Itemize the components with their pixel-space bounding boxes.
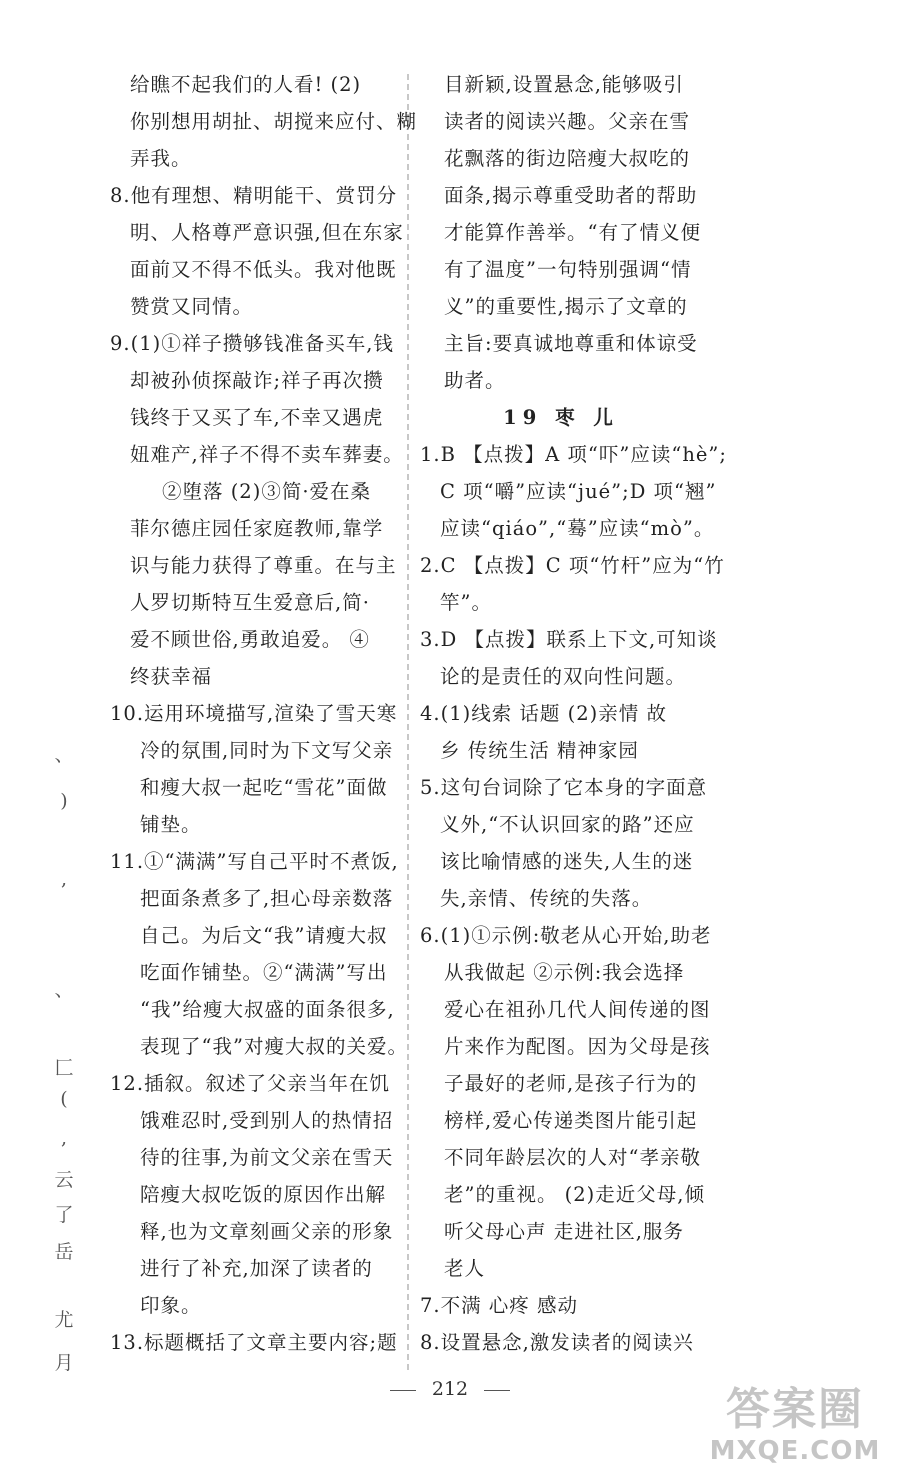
right-column-line: 4.(1)线索 话题 (2)亲情 故 [420, 702, 667, 725]
left-column-line: 给瞧不起我们的人看! (2) [130, 73, 362, 96]
right-column-line: 有了温度”一句特别强调“情 [444, 258, 692, 281]
footer-dash-left [390, 1390, 416, 1391]
right-column-line: 目新颖,设置悬念,能够吸引 [444, 73, 684, 96]
right-column-line: 应读“qiáo”,“蓦”应读“mò”。 [440, 517, 715, 540]
right-column-line: 论的是责任的双向性问题。 [440, 665, 687, 688]
margin-bleed-char: 云 [54, 1169, 74, 1191]
right-column-line: 听父母心声 走进社区,服务 [444, 1220, 684, 1243]
right-column-line: 6.(1)①示例:敬老从心开始,助老 [420, 924, 712, 947]
left-column-line: 和瘦大叔一起吃“雪花”面做 [140, 776, 388, 799]
margin-bleed-char: 月 [54, 1352, 74, 1374]
left-column-line: 进行了补充,加深了读者的 [140, 1257, 373, 1280]
right-column-line: 3.D 【点拨】联系上下文,可知谈 [420, 628, 718, 651]
right-column-line: 才能算作善举。“有了情义便 [444, 221, 701, 244]
right-column-line: 该比喻情感的迷失,人生的迷 [440, 850, 694, 873]
margin-bleed-char: 尤 [54, 1309, 74, 1331]
left-column-line: 待的往事,为前文父亲在雪天 [140, 1146, 394, 1169]
left-column-line: 释,也为文章刻画父亲的形象 [140, 1220, 394, 1243]
right-column-line: 助者。 [444, 369, 506, 392]
right-column-line: 2.C 【点拨】C 项“竹杆”应为“竹 [420, 554, 725, 577]
watermark-logo: 答案圈 [726, 1384, 864, 1435]
left-column-line: 你别想用胡扯、胡搅来应付、糊 [130, 110, 418, 133]
margin-bleed-char: 匚 [54, 1057, 74, 1079]
left-column-line: 把面条煮多了,担心母亲数落 [140, 887, 394, 910]
right-column-line: 主旨:要真诚地尊重和体谅受 [444, 332, 698, 355]
right-column-line: 5.这句台词除了它本身的字面意 [420, 776, 708, 799]
left-column-line: 爱不顾世俗,勇敢追爱。 ④ [130, 628, 370, 651]
footer-dash-right [484, 1390, 510, 1391]
left-column-line: 12.插叙。叙述了父亲当年在饥 [110, 1072, 391, 1095]
right-column-line: 义”的重要性,揭示了文章的 [444, 295, 688, 318]
left-column-line: 终获幸福 [130, 665, 213, 688]
left-column-line: 11.①“满满”写自己平时不煮饭, [110, 850, 399, 873]
margin-bleed-char: 岳 [54, 1241, 74, 1263]
left-column-line: “我”给瘦大叔盛的面条很多, [140, 998, 395, 1021]
right-column-line: 老”的重视。 (2)走近父母,倾 [444, 1183, 705, 1206]
right-column-line: 从我做起 ②示例:我会选择 [444, 961, 685, 984]
left-column-line: 钱终于又买了车,不幸又遇虎 [130, 406, 384, 429]
margin-bleed-char: ( [60, 1088, 68, 1110]
right-column-line: 花飘落的街边陪瘦大叔吃的 [444, 147, 691, 170]
left-column-line: 人罗切斯特互生爱意后,简· [130, 591, 370, 614]
left-column-line: 面前又不得不低头。我对他既 [130, 258, 397, 281]
left-column-line: 赞赏又同情。 [130, 295, 254, 318]
right-column-line: 子最好的老师,是孩子行为的 [444, 1072, 698, 1095]
left-column-line: 印象。 [140, 1294, 202, 1317]
left-column-line: 9.(1)①祥子攒够钱准备买车,钱 [110, 332, 394, 355]
right-column-line: 义外,“不认识回家的路”还应 [440, 813, 695, 836]
left-column-line: 铺垫。 [140, 813, 202, 836]
right-column-line: 爱心在祖孙几代人间传递的图 [444, 998, 711, 1021]
left-column-line: 吃面作铺垫。②“满满”写出 [140, 961, 388, 984]
left-column-line: 明、人格尊严意识强,但在东家 [130, 221, 404, 244]
left-column-line: 10.运用环境描写,渲染了雪天寒 [110, 702, 398, 725]
left-column-line: ②堕落 (2)③简·爱在桑 [162, 480, 372, 503]
left-column-line: 表现了“我”对瘦大叔的关爱。 [140, 1035, 408, 1058]
right-column-line: 1.B 【点拨】A 项“吓”应读“hè”; [420, 443, 727, 466]
right-column-line: 读者的阅读兴趣。父亲在雪 [444, 110, 691, 133]
right-column-line: 乡 传统生活 精神家园 [440, 739, 639, 762]
right-column-line: 失,亲情、传统的失落。 [440, 887, 653, 910]
watermark [700, 1384, 890, 1474]
watermark-url: MXQE.COM [709, 1436, 881, 1466]
right-column-line: 7.不满 心疼 感动 [420, 1294, 579, 1317]
left-column-line: 8.他有理想、精明能干、赏罚分 [110, 184, 398, 207]
right-column-line: 面条,揭示尊重受助者的帮助 [444, 184, 698, 207]
left-column [110, 66, 418, 1361]
section-heading: 19 枣 儿 [503, 406, 619, 429]
right-column-line: 榜样,爱心传递类图片能引起 [444, 1109, 698, 1132]
right-column-line: 竿”。 [440, 591, 492, 614]
left-column-line: 菲尔德庄园任家庭教师,靠学 [130, 517, 384, 540]
margin-bleed-char: 、 [54, 979, 74, 1001]
left-column-line: 弄我。 [130, 147, 192, 170]
margin-bleed-char: , [60, 1127, 68, 1149]
left-column-line: 识与能力获得了尊重。在与主 [130, 554, 397, 577]
right-column-line: 不同年龄层次的人对“孝亲敬 [444, 1146, 701, 1169]
margin-bleed-char: 、 [54, 744, 74, 766]
left-column-line: 妞难产,祥子不得不卖车葬妻。 [130, 443, 404, 466]
right-column [420, 66, 727, 1361]
margin-bleed-char: ) [60, 790, 68, 812]
right-column-line: 老人 [444, 1257, 486, 1280]
margin-bleed-char: 了 [54, 1204, 74, 1226]
right-column-line: 片来作为配图。因为父母是孩 [444, 1035, 711, 1058]
left-column-line: 自己。为后文“我”请瘦大叔 [140, 924, 388, 947]
column-divider [407, 74, 409, 1370]
left-column-line: 冷的氛围,同时为下文写父亲 [140, 739, 394, 762]
margin-bleed-char: , [60, 868, 68, 890]
right-column-line: C 项“嚼”应读“jué”;D 项“翘” [440, 480, 717, 503]
left-column-line: 13.标题概括了文章主要内容;题 [110, 1331, 398, 1354]
left-column-line: 饿难忍时,受到别人的热情招 [140, 1109, 394, 1132]
page-number: 212 [431, 1378, 469, 1400]
right-column-line: 8.设置悬念,激发读者的阅读兴 [420, 1331, 694, 1354]
left-column-line: 陪瘦大叔吃饭的原因作出解 [140, 1183, 387, 1206]
left-column-line: 却被孙侦探敲诈;祥子再次攒 [130, 369, 384, 392]
